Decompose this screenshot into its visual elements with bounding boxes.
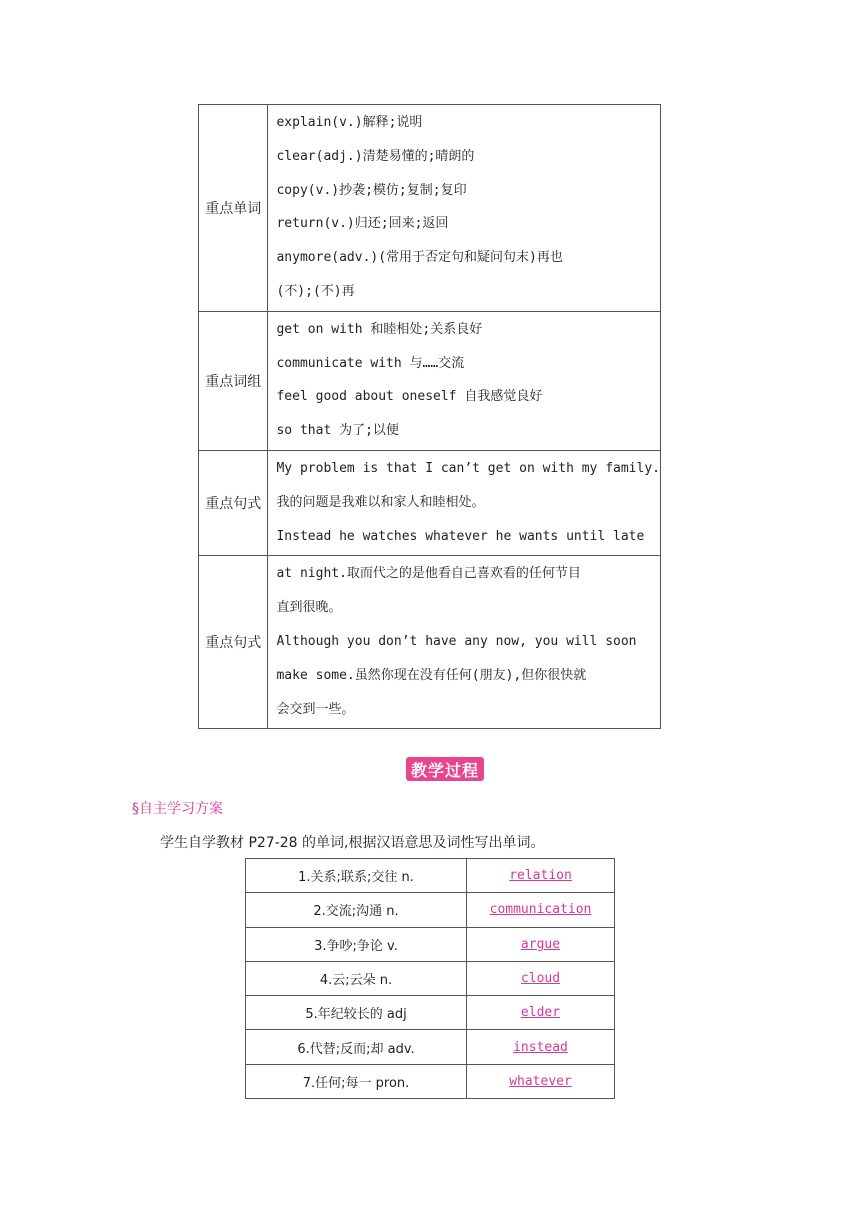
vocab-answer — [467, 996, 615, 1030]
vocab-prompt: 7.任何;每一 pron. — [246, 1064, 467, 1098]
answer-text: instead — [513, 1039, 568, 1055]
vocab-answer — [467, 893, 615, 927]
table-row — [246, 1064, 615, 1098]
category-cell: 重点句式 — [199, 450, 268, 555]
vocab-answer — [467, 1030, 615, 1064]
table-row — [246, 893, 615, 927]
table-row — [199, 450, 661, 555]
answer-text: argue — [520, 936, 561, 952]
content-line: Although you don’t have any now, you will soon — [276, 633, 637, 649]
answer-text: cloud — [520, 971, 561, 987]
content-line: feel good about oneself 自我感觉良好 — [276, 389, 543, 405]
vocab-prompt: 5.年纪较长的 adj — [246, 996, 467, 1030]
banner-label: 教学过程 — [410, 760, 479, 780]
content-line: (不);(不)再 — [276, 283, 355, 299]
table-row — [199, 556, 661, 729]
vocab-answer — [467, 859, 615, 893]
vocab-prompt: 4.云;云朵 n. — [246, 961, 467, 995]
content-cell — [268, 105, 661, 312]
content-cell — [268, 450, 661, 555]
category-cell: 重点词组 — [199, 311, 268, 450]
instruction-text: 学生自学教材 P27-28 的单词,根据汉语意思及词性写出单词。 — [160, 835, 545, 851]
table-row — [246, 1030, 615, 1064]
answer-text: communication — [489, 902, 592, 918]
answer-text: elder — [520, 1005, 561, 1021]
content-cell — [268, 556, 661, 729]
content-line: anymore(adv.)(常用于否定句和疑问句末)再也 — [276, 250, 563, 266]
vocab-answer — [467, 927, 615, 961]
answer-text: whatever — [509, 1073, 572, 1089]
table-row — [246, 859, 615, 893]
table-row — [246, 927, 615, 961]
content-line: explain(v.)解释;说明 — [276, 115, 423, 130]
answer-text: relation — [509, 868, 572, 884]
key-points-table — [198, 104, 661, 729]
vocab-prompt: 3.争吵;争论 v. — [246, 927, 467, 961]
content-line: communicate with 与……交流 — [276, 355, 465, 371]
content-line: 会交到一些。 — [276, 701, 355, 717]
content-line: copy(v.)抄袭;模仿;复制;复印 — [276, 182, 467, 198]
content-line: return(v.)归还;回来;返回 — [276, 216, 449, 232]
category-cell: 重点单词 — [199, 105, 268, 312]
teaching-process-banner — [406, 757, 484, 781]
content-line: get on with 和睦相处;关系良好 — [276, 321, 483, 337]
section-title: §自主学习方案 — [132, 801, 223, 817]
table-row — [246, 996, 615, 1030]
vocab-prompt: 2.交流;沟通 n. — [246, 893, 467, 927]
table-row — [246, 961, 615, 995]
content-line: make some.虽然你现在没有任何(朋友),但你很快就 — [276, 667, 587, 683]
content-line: clear(adj.)清楚易懂的;晴朗的 — [276, 148, 475, 164]
table-row — [199, 105, 661, 312]
content-line: Instead he watches whatever he wants until late — [276, 528, 645, 544]
content-line: so that 为了;以便 — [276, 423, 399, 439]
vocab-prompt: 6.代替;反而;却 adv. — [246, 1030, 467, 1064]
content-line: at night.取而代之的是他看自己喜欢看的任何节目 — [276, 566, 581, 582]
category-cell: 重点句式 — [199, 556, 268, 729]
vocab-prompt: 1.关系;联系;交往 n. — [246, 859, 467, 893]
table-row — [199, 311, 661, 450]
vocab-answer — [467, 1064, 615, 1098]
vocabulary-table — [245, 858, 615, 1099]
vocab-answer — [467, 961, 615, 995]
content-line: 直到很晚。 — [276, 600, 342, 616]
content-line: My problem is that I can’t get on with my family. — [276, 460, 660, 476]
content-cell — [268, 311, 661, 450]
content-line: 我的问题是我难以和家人和睦相处。 — [276, 494, 485, 510]
